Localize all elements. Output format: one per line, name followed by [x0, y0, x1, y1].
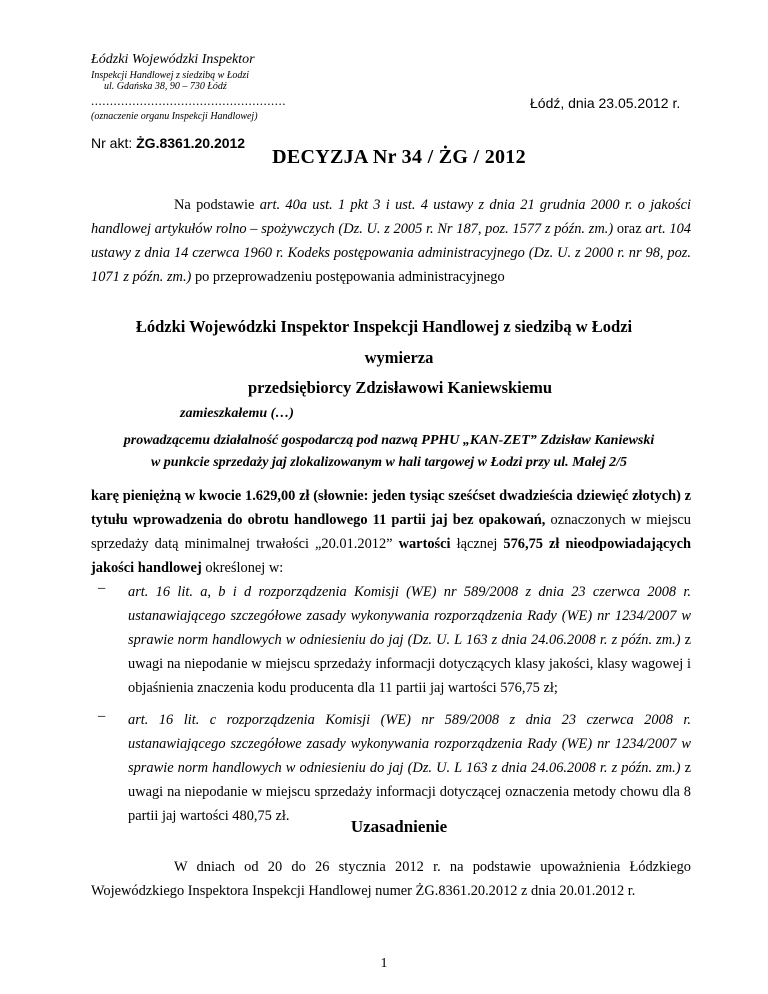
list-item — [128, 708, 691, 828]
residence: zamieszkałemu (…) — [180, 406, 294, 421]
list-legal-ref: art. 16 lit. c rozporządzenia Komisji (WE) nr 589/2008 z dnia 23 czerwca 2008 r. ustanawiającego szczegółowe zasady wykonywania rozporządzenia Rady (WE) nr 1234/2007 w sprawie norm handlowych w odniesieniu do jaj (Dz. U. L 163 z dnia 24.06.2008 r. z późn. zm.) — [128, 712, 691, 776]
intro-text: po przeprowadzeniu postępowania administracyjnego — [191, 269, 505, 285]
list-legal-ref: art. 16 lit. a, b i d rozporządzenia Komisji (WE) nr 589/2008 z dnia 23 czerwca 2008 r. ustanawiającego szczegółowe zasady wykonywania rozporządzenia Rady (WE) nr 1234/2007 w sprawie norm handlowych w odniesieniu do jaj (Dz. U. L 163 z dnia 24.06.2008 r. z późn. zm.) — [128, 584, 691, 648]
list-text: z uwagi na niepodanie w miejscu sprzedaży informacji dotyczących klasy jakości, klasy wagowej i objaśnienia znaczenia kodu producenta dla 11 partii jaj wartości 576,75 zł; — [128, 632, 691, 696]
penalty-bold: wartości — [398, 536, 451, 552]
addressee: przedsiębiorcy Zdzisławowi Kaniewskiemu — [247, 378, 553, 397]
authority: Łódzki Wojewódzki Inspektor Inspekcji Handlowej z siedzibą w Łodzi — [135, 317, 633, 336]
intro-legal-ref: art. 40a ust. 1 pkt 3 i ust. 4 ustawy z dnia 21 grudnia 2000 r. o jakości handlowej artykułów rolno – spożywczych (Dz. U. z 2005 r. Nr 187, poz. 1577 z późn. zm.) — [91, 197, 691, 237]
penalty-text: określonej w: — [201, 560, 284, 576]
list-bullet: – — [98, 708, 106, 724]
org-address-line: Inspekcji Handlowej z siedzibą w Łodzi — [91, 70, 250, 81]
case-label: Nr akt: — [91, 135, 137, 151]
justification-paragraph: W dniach od 20 do 26 stycznia 2012 r. na podstawie upoważnienia Łódzkiego Wojewódzkiego Inspektora Inspekcji Handlowej numer ŻG.8361.20.2012 z dnia 20.01.2012 r. — [91, 859, 691, 899]
penalty-text: oznaczonych w miejscu sprzedaży datą minimalnej trwałości „20.01.2012” — [91, 512, 691, 552]
intro-text: oraz — [613, 221, 646, 237]
case-value: ŻG.8361.20.2012 — [136, 135, 246, 151]
org-name: Łódzki Wojewódzki Inspektor — [91, 52, 255, 67]
document-date: Łódź, dnia 23.05.2012 r. — [530, 95, 681, 111]
org-caption: (oznaczenie organu Inspekcji Handlowej) — [91, 111, 258, 122]
org-address-line: ul. Gdańska 38, 90 – 730 Łódź — [104, 81, 227, 92]
page-number: 1 — [380, 956, 388, 971]
list-bullet: – — [98, 580, 106, 596]
list-item — [128, 580, 691, 700]
business-line: w punkcie sprzedaży jaj zlokalizowanym w hali targowej w Łodzi przy ul. Małej 2/5 — [150, 455, 628, 470]
penalty-bold: 576,75 zł nieodpowiadających jakości handlowej — [91, 536, 692, 576]
document-title: DECYZJA Nr 34 / ŻG / 2012 — [272, 146, 526, 168]
intro-legal-ref: art. 104 ustawy z dnia 14 czerwca 1960 r. Kodeks postępowania administracyjnego (Dz. U. z 2000 r. nr 98, poz. 1071 z późn. zm.) — [91, 221, 691, 285]
list-text: z uwagi na niepodanie w miejscu sprzedaży informacji dotyczącej oznaczenia metody chowu dla 8 partii jaj wartości 480,75 zł. — [128, 760, 691, 824]
signature-dots: .................................................... — [91, 93, 286, 108]
penalty-amount: karę pieniężną w kwocie 1.629,00 zł (słownie: jeden tysiąc sześćset dwadzieścia dziewięć złotych) z tytułu wprowadzenia do obrotu handlowego 11 partii jaj bez opakowań, — [91, 488, 691, 528]
intro-text: Na podstawie — [174, 197, 260, 213]
business-line: prowadzącemu działalność gospodarczą pod nazwą PPHU „KAN-ZET” Zdzisław Kaniewski — [123, 433, 655, 448]
action: wymierza — [364, 348, 434, 367]
penalty-paragraph — [91, 484, 691, 580]
justification-heading: Uzasadnienie — [350, 817, 448, 836]
penalty-text: łącznej — [450, 536, 504, 552]
intro-paragraph — [91, 193, 691, 289]
